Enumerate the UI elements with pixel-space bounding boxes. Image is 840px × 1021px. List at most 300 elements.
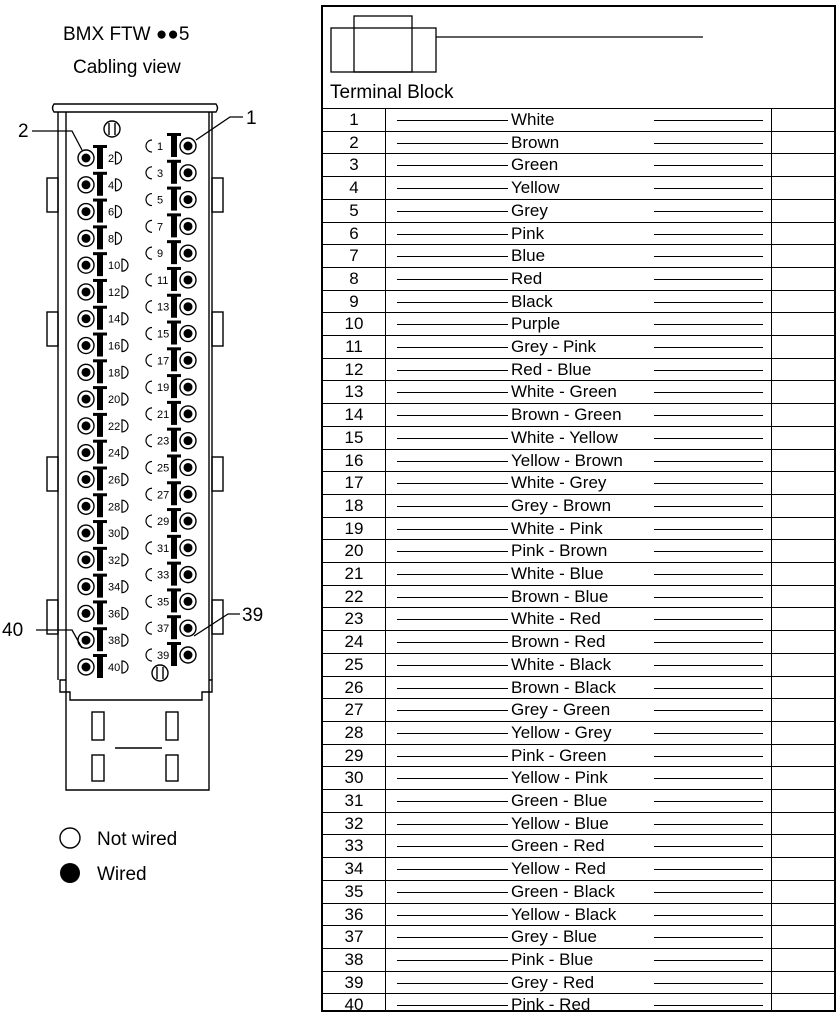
terminal-number: 22 <box>344 586 364 606</box>
terminal-cell <box>771 858 834 880</box>
pin-label: 22 <box>108 420 121 433</box>
terminal-number: 7 <box>349 246 359 266</box>
wire-color: Yellow - Blue <box>511 813 609 833</box>
pin-odd <box>146 481 196 505</box>
terminal-number: 39 <box>344 972 364 992</box>
table-row <box>323 380 834 403</box>
pin-even <box>78 172 122 196</box>
table-row <box>323 199 834 222</box>
pin-even <box>78 145 122 169</box>
pin-label: 5 <box>157 194 164 207</box>
wire-line-right <box>654 597 763 598</box>
wire-line-left <box>397 529 508 530</box>
wire-line-right <box>654 619 763 620</box>
wire-line-right <box>654 756 763 757</box>
table-row <box>323 108 834 131</box>
terminal-cell <box>771 586 834 608</box>
wire-line-right <box>654 983 763 984</box>
terminal-number: 38 <box>344 949 364 969</box>
wire-line-left <box>397 438 508 439</box>
terminal-cell <box>771 722 834 744</box>
terminal-cell <box>771 472 834 494</box>
terminal-number: 9 <box>349 291 359 311</box>
pin-even <box>78 466 128 490</box>
pin-label: 18 <box>108 367 121 380</box>
terminal-cell <box>771 381 834 403</box>
pin-label: 1 <box>157 141 164 153</box>
terminal-cell <box>771 949 834 971</box>
wire-color: Grey - Blue <box>511 927 597 947</box>
callout-line-2 <box>32 131 82 150</box>
table-row <box>323 993 834 1016</box>
terminal-cell <box>771 926 834 948</box>
terminal-number: 36 <box>344 904 364 924</box>
legend-wired: Wired <box>97 864 147 885</box>
wire-line-left <box>397 279 508 280</box>
table-row <box>323 267 834 290</box>
pin-even <box>78 600 128 624</box>
wire-color: Blue <box>511 246 546 266</box>
wire-line-right <box>654 302 763 303</box>
wire-color: Pink - Brown <box>511 541 608 561</box>
table-row <box>323 335 834 358</box>
table-row <box>323 880 834 903</box>
terminal-cell <box>771 450 834 472</box>
wire-line-left <box>397 143 508 144</box>
pin-odd <box>146 642 196 666</box>
wire-line-right <box>654 438 763 439</box>
wire-color: Grey - Brown <box>511 495 612 515</box>
terminal-cell <box>771 631 834 653</box>
table-row <box>323 925 834 948</box>
wired-icon <box>60 863 80 883</box>
pin-even <box>78 252 128 276</box>
wire-line-right <box>654 846 763 847</box>
terminal-number: 26 <box>344 677 364 697</box>
pin-even <box>78 306 128 330</box>
pin-even <box>78 279 128 303</box>
wire-line-left <box>397 733 508 734</box>
terminal-cell <box>771 313 834 335</box>
pin-label: 15 <box>157 328 170 341</box>
wire-line-left <box>397 642 508 643</box>
wire-color: Yellow - Black <box>511 904 617 924</box>
terminal-cell <box>771 132 834 154</box>
terminal-number: 27 <box>344 700 364 720</box>
table-row <box>323 857 834 880</box>
pin-label: 20 <box>108 394 121 407</box>
wire-color: Pink <box>511 223 545 243</box>
terminal-number: 31 <box>344 791 364 810</box>
pin-label: 8 <box>108 233 115 246</box>
wire-color: Green - Red <box>511 836 605 856</box>
pin-odd <box>146 294 196 318</box>
table-row <box>323 721 834 744</box>
terminal-block-title: Terminal Block <box>330 82 454 103</box>
wire-line-left <box>397 165 508 166</box>
pin-label: 34 <box>108 581 121 594</box>
pin-label: 23 <box>157 435 170 448</box>
table-row <box>323 290 834 313</box>
wire-color: Green <box>511 155 559 175</box>
table-row <box>323 312 834 335</box>
pin-label: 28 <box>108 501 121 514</box>
wire-color: White - Blue <box>511 564 604 583</box>
wire-line-right <box>654 688 763 689</box>
pin-odd <box>146 615 196 639</box>
wire-color: White - Green <box>511 382 617 402</box>
table-row <box>323 653 834 676</box>
wire-line-left <box>397 483 508 484</box>
pin-label: 17 <box>157 355 170 368</box>
wire-color: Yellow - Grey <box>511 722 612 742</box>
pin-even <box>78 199 122 223</box>
terminal-number: 21 <box>344 564 364 583</box>
wire-color: Green - Blue <box>511 791 608 810</box>
wire-line-right <box>654 665 763 666</box>
wire-line-left <box>397 801 508 802</box>
pin-odd <box>146 508 196 532</box>
wire-line-right <box>654 483 763 484</box>
wire-line-right <box>654 120 763 121</box>
wire-color: Yellow <box>511 178 560 198</box>
wire-color: Brown - Black <box>511 677 616 697</box>
wire-color: Yellow - Brown <box>511 450 623 470</box>
terminal-cell <box>771 654 834 676</box>
pin-label: 9 <box>157 248 164 261</box>
wire-line-right <box>654 1005 763 1006</box>
terminal-cell <box>771 835 834 857</box>
wire-line-right <box>654 461 763 462</box>
wire-line-left <box>397 710 508 711</box>
terminal-cell <box>771 200 834 222</box>
wire-line-left <box>397 302 508 303</box>
wire-line-left <box>397 892 508 893</box>
wire-line-right <box>654 347 763 348</box>
terminal-cell <box>771 994 834 1016</box>
table-row <box>323 766 834 789</box>
wire-line-right <box>654 960 763 961</box>
wire-line-left <box>397 824 508 825</box>
table-row <box>323 449 834 472</box>
pin-even <box>78 413 128 437</box>
wire-line-left <box>397 937 508 938</box>
wire-color: Brown - Green <box>511 405 622 425</box>
wire-line-right <box>654 824 763 825</box>
pin-even <box>78 359 128 383</box>
terminal-number: 3 <box>349 155 359 175</box>
pin-label: 6 <box>108 206 115 219</box>
wire-line-right <box>654 642 763 643</box>
wire-color: White - Grey <box>511 473 607 493</box>
wire-line-left <box>397 574 508 575</box>
wire-line-left <box>397 370 508 371</box>
table-row <box>323 812 834 835</box>
terminal-number: 34 <box>344 859 364 879</box>
wire-line-right <box>654 188 763 189</box>
table-row <box>323 517 834 540</box>
terminal-number: 13 <box>344 382 364 402</box>
wire-line-left <box>397 869 508 870</box>
terminal-number: 23 <box>344 609 364 629</box>
wire-color: Pink - Red <box>511 995 591 1015</box>
wire-color: Grey <box>511 200 548 220</box>
pin-label: 16 <box>108 340 121 353</box>
pin-odd <box>146 267 196 291</box>
terminal-cell <box>771 677 834 699</box>
terminal-number: 12 <box>344 359 364 379</box>
callout-line-1 <box>196 117 243 140</box>
pin-label: 14 <box>108 313 121 326</box>
terminal-number: 10 <box>344 314 364 334</box>
wire-line-right <box>654 506 763 507</box>
wire-line-left <box>397 234 508 235</box>
pin-label: 4 <box>108 179 115 192</box>
pin-label: 31 <box>157 542 170 555</box>
pin-even <box>78 386 128 410</box>
terminal-number: 8 <box>349 268 359 288</box>
callout-1: 1 <box>246 108 257 129</box>
table-row <box>323 471 834 494</box>
wire-color: Pink - Green <box>511 745 607 765</box>
wire-color: Purple <box>511 314 561 334</box>
wire-line-right <box>654 392 763 393</box>
terminal-number: 37 <box>344 927 364 947</box>
terminal-cell <box>771 972 834 994</box>
terminal-number: 20 <box>344 541 364 561</box>
pin-label: 21 <box>157 408 170 421</box>
module-subtitle: Cabling view <box>73 57 181 78</box>
wire-color: White - Red <box>511 609 601 629</box>
table-row <box>323 698 834 721</box>
pin-even <box>78 333 128 357</box>
pin-label: 12 <box>108 286 121 299</box>
pin-label: 25 <box>157 462 170 475</box>
terminal-number: 33 <box>344 836 364 856</box>
wire-line-left <box>397 324 508 325</box>
pin-label: 33 <box>157 569 170 582</box>
wire-line-left <box>397 597 508 598</box>
wire-line-left <box>397 778 508 779</box>
wire-color: Pink - Blue <box>511 949 594 969</box>
callout-39: 39 <box>242 605 264 626</box>
wire-line-left <box>397 211 508 212</box>
table-row <box>323 585 834 608</box>
pin-odd <box>146 321 196 345</box>
terminal-cell <box>771 359 834 381</box>
pin-label: 26 <box>108 474 121 487</box>
pin-odd <box>146 160 196 184</box>
table-row <box>323 789 834 812</box>
table-row <box>323 834 834 857</box>
terminal-number: 28 <box>344 722 364 742</box>
wire-line-left <box>397 960 508 961</box>
terminal-block-table <box>321 5 836 1015</box>
pin-even <box>78 574 128 598</box>
pin-odd <box>146 374 196 398</box>
pin-label: 19 <box>157 382 170 395</box>
wire-color: Green - Black <box>511 881 615 901</box>
legend-not-wired: Not wired <box>97 829 178 850</box>
terminal-cell <box>771 563 834 585</box>
wire-line-left <box>397 551 508 552</box>
terminal-number: 4 <box>349 178 359 198</box>
wire-color: Red - Blue <box>511 359 592 379</box>
pin-odd <box>146 401 196 425</box>
pin-label: 39 <box>157 650 170 662</box>
terminal-cell <box>771 177 834 199</box>
table-row <box>323 539 834 562</box>
wire-line-right <box>654 529 763 530</box>
wire-line-left <box>397 1005 508 1006</box>
pin-label: 3 <box>157 167 164 180</box>
wire-color: White <box>511 110 555 129</box>
pin-label: 24 <box>108 447 121 460</box>
terminal-number: 25 <box>344 654 364 674</box>
terminal-cell <box>771 154 834 176</box>
wire-color: Brown - Red <box>511 632 606 652</box>
terminal-cell <box>771 767 834 789</box>
pin-label: 36 <box>108 608 121 621</box>
pin-odd <box>146 213 196 237</box>
wire-line-left <box>397 506 508 507</box>
pin-even <box>78 547 128 571</box>
terminal-cell <box>771 790 834 812</box>
terminal-cell <box>771 540 834 562</box>
wire-line-left <box>397 619 508 620</box>
table-row <box>323 903 834 926</box>
wire-line-right <box>654 574 763 575</box>
pin-label: 30 <box>108 528 121 541</box>
wire-line-right <box>654 869 763 870</box>
pin-label: 37 <box>157 623 170 636</box>
callout-line-40 <box>36 630 82 648</box>
terminal-cell <box>771 223 834 245</box>
terminal-number: 29 <box>344 745 364 765</box>
wire-color: Brown <box>511 132 560 152</box>
terminal-number: 17 <box>344 473 364 493</box>
pin-label: 40 <box>108 662 121 674</box>
wire-line-right <box>654 165 763 166</box>
wire-line-right <box>654 892 763 893</box>
wire-line-right <box>654 415 763 416</box>
terminal-cell <box>771 291 834 313</box>
wire-color: Grey - Green <box>511 700 611 720</box>
terminal-cell <box>771 245 834 267</box>
terminal-cell <box>771 608 834 630</box>
pin-label: 2 <box>108 153 115 165</box>
wire-line-left <box>397 120 508 121</box>
terminal-number: 5 <box>349 200 359 220</box>
pin-even <box>78 225 122 249</box>
pin-label: 11 <box>157 274 169 287</box>
wire-color: Black <box>511 291 553 311</box>
terminal-cell <box>771 904 834 926</box>
wire-line-right <box>654 211 763 212</box>
pin-even <box>78 627 128 651</box>
wire-line-left <box>397 188 508 189</box>
module-title: BMX FTW ●●5 <box>63 24 190 45</box>
pin-label: 13 <box>157 301 170 314</box>
connector-body <box>47 104 223 790</box>
pin-label: 35 <box>157 596 170 609</box>
pin-even <box>78 520 128 544</box>
table-row <box>323 222 834 245</box>
pin-group <box>78 133 196 678</box>
table-row <box>323 744 834 767</box>
terminal-cell <box>771 495 834 517</box>
table-row <box>323 562 834 585</box>
terminal-number: 18 <box>344 495 364 515</box>
wire-line-left <box>397 846 508 847</box>
terminal-number: 30 <box>344 768 364 788</box>
wire-line-right <box>654 778 763 779</box>
wire-line-right <box>654 370 763 371</box>
pin-label: 29 <box>157 516 170 529</box>
callout-40: 40 <box>2 620 24 641</box>
pin-label: 7 <box>157 221 164 234</box>
table-row <box>323 176 834 199</box>
terminal-cell <box>771 881 834 903</box>
pin-odd <box>146 562 196 586</box>
terminal-block-icon <box>323 7 703 77</box>
table-row <box>323 676 834 699</box>
wire-color: White - Pink <box>511 518 603 538</box>
wire-line-left <box>397 756 508 757</box>
terminal-cell <box>771 813 834 835</box>
pin-label: 32 <box>108 554 121 567</box>
wire-color: Grey - Pink <box>511 337 597 356</box>
terminal-cell <box>771 336 834 358</box>
wire-line-left <box>397 392 508 393</box>
wire-line-left <box>397 915 508 916</box>
wire-line-right <box>654 324 763 325</box>
table-row <box>323 403 834 426</box>
wire-color: Brown - Blue <box>511 586 609 606</box>
not-wired-icon <box>60 828 80 848</box>
callout-2: 2 <box>18 121 29 142</box>
wire-color: Red <box>511 268 543 288</box>
terminal-number: 32 <box>344 813 364 833</box>
pin-odd <box>146 240 196 264</box>
wire-color: Grey - Red <box>511 972 595 992</box>
wire-color: White - Black <box>511 654 612 674</box>
terminal-block-drawing <box>0 0 320 1021</box>
pin-odd <box>146 588 196 612</box>
wire-color: Yellow - Red <box>511 859 606 879</box>
pin-odd <box>146 454 196 478</box>
pin-label: 10 <box>108 260 121 273</box>
terminal-number: 6 <box>349 223 359 243</box>
terminal-number: 14 <box>344 405 364 425</box>
terminal-cell <box>771 268 834 290</box>
pin-label: 27 <box>157 489 170 502</box>
table-row <box>323 494 834 517</box>
terminal-number: 19 <box>344 518 364 538</box>
wire-line-right <box>654 256 763 257</box>
wire-line-left <box>397 983 508 984</box>
terminal-number: 2 <box>349 132 359 152</box>
terminal-cell <box>771 109 834 131</box>
terminal-number: 35 <box>344 881 364 901</box>
wire-line-right <box>654 801 763 802</box>
table-row <box>323 948 834 971</box>
terminal-cell <box>771 745 834 767</box>
wire-line-right <box>654 733 763 734</box>
pin-even <box>78 654 128 678</box>
wire-line-right <box>654 234 763 235</box>
wire-line-left <box>397 256 508 257</box>
